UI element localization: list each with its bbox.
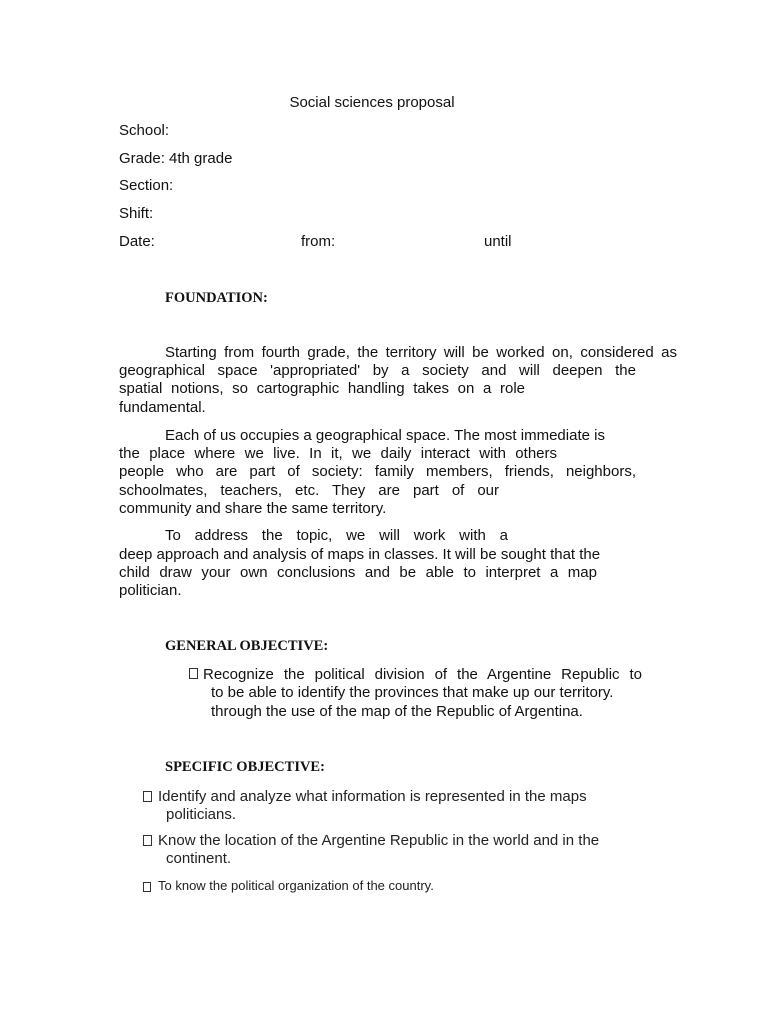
bullet-box-icon [143,882,151,892]
general-objective-line: to be able to identify the provinces that make up our territory. [211,684,614,701]
specific-objective-item [143,788,157,806]
specific-objective-line: To know the political organization of the country. [158,878,434,893]
bullet-box-icon [143,791,152,802]
date-until-field: until [484,233,512,250]
specific-objective-line: Know the location of the Argentine Republic in the world and in the [158,832,600,849]
foundation-p3-line: politician. [119,582,182,599]
school-field: School: [119,122,170,139]
foundation-p3-line: To address the topic, we will work with a [165,527,508,544]
date-field: Date: [119,233,155,250]
general-objective-line: through the use of the map of the Republic of Argentina. [211,703,583,720]
specific-objective-line: continent. [166,850,232,867]
bullet-box-icon [189,668,198,679]
specific-objective-item [143,878,156,896]
specific-objective-heading: SPECIFIC OBJECTIVE: [165,759,325,775]
document-title: Social sciences proposal [289,94,455,111]
foundation-p2-line: schoolmates, teachers, etc. They are part of our [119,482,499,499]
foundation-p1-line: fundamental. [119,399,206,416]
foundation-p3-line: child draw your own conclusions and be able to interpret a map [119,564,597,581]
bullet-box-icon [143,835,152,846]
general-objective-heading: GENERAL OBJECTIVE: [165,638,329,654]
foundation-p2-line: people who are part of society: family members, friends, neighbors, [119,463,636,480]
foundation-p1-line: geographical space 'appropriated' by a society and will deepen the [119,362,636,379]
shift-field: Shift: [119,205,154,222]
specific-objective-line: Identify and analyze what information is represented in the maps [158,788,587,805]
grade-field: Grade: 4th grade [119,150,233,167]
general-objective-item [189,665,203,683]
foundation-p1-line: spatial notions, so cartographic handling takes on a role [119,380,525,397]
specific-objective-item [143,832,157,850]
date-from-field: from: [301,233,336,250]
general-objective-line: Recognize the political division of the Argentine Republic to [203,666,642,683]
specific-objective-line: politicians. [166,806,237,823]
foundation-p3-line: deep approach and analysis of maps in classes. It will be sought that the [119,546,601,563]
foundation-heading: FOUNDATION: [165,290,268,306]
section-field: Section: [119,177,174,194]
foundation-p2-line: Each of us occupies a geographical space. The most immediate is [165,427,605,444]
foundation-p1-line: Starting from fourth grade, the territory will be worked on, considered as [165,344,677,361]
foundation-p2-line: community and share the same territory. [119,500,387,517]
foundation-p2-line: the place where we live. In it, we daily interact with others [119,445,557,462]
